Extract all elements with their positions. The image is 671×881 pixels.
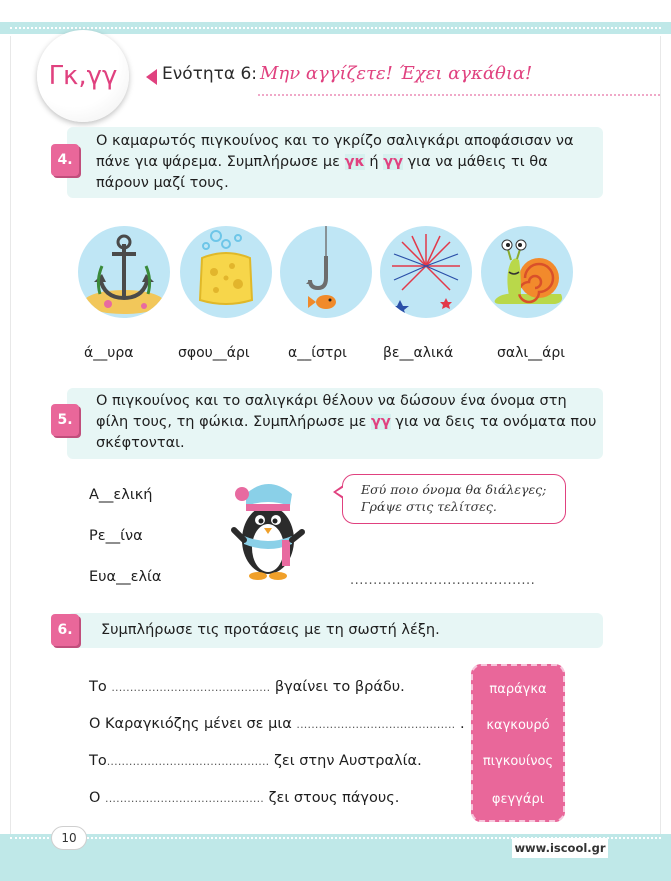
- exercise-4-text: [96, 131, 574, 194]
- word-bank: [471, 664, 565, 822]
- exercise-6-instruction: Συμπλήρωσε τις προτάσεις με τη σωστή λέξη.: [101, 622, 440, 638]
- ex4-opt1: γκ: [344, 154, 365, 170]
- exercise-5-number: 5.: [51, 404, 79, 436]
- ex4-line3: πάρουν μαζί τους.: [96, 175, 229, 191]
- page-number: 10: [51, 826, 87, 850]
- snail-icon: [481, 226, 573, 318]
- word-1: ά__υρα: [84, 345, 134, 361]
- name-2: Ρε__ίνα: [89, 528, 143, 544]
- word-3: α__ίστρι: [288, 345, 347, 361]
- name-1: Α__ελική: [89, 487, 153, 503]
- top-dotted-line: [10, 27, 661, 29]
- bank-word-4: φεγγάρι: [491, 792, 545, 807]
- sentence-3: Το............................................ ζει στην Αυστραλία.: [89, 753, 422, 769]
- ex4-opt2: γγ: [383, 154, 403, 170]
- unit-label: Ενότητα 6:: [162, 64, 258, 84]
- unit-title: Μην αγγίζετε! Έχει αγκάθια!: [260, 63, 533, 84]
- ex5-line2: φίλη τους, τη φώκια. Συμπλήρωσε με γγ για να δεις τα ονόματα που: [96, 414, 597, 430]
- site-url: www.iscool.gr: [512, 838, 608, 858]
- unit-dotted-line: [258, 94, 660, 96]
- ex5-line1: Ο πιγκουίνος και το σαλιγκάρι θέλουν να δώσουν ένα όνομα στη: [96, 393, 567, 409]
- badge-text: Γκ,γγ: [48, 61, 118, 91]
- exercise-6-number: 6.: [51, 614, 79, 646]
- ex5-line3: σκέφτονται.: [96, 435, 185, 451]
- fireworks-icon: [380, 226, 472, 318]
- word-5: σαλι__άρι: [497, 345, 565, 361]
- sponge-icon: [180, 226, 272, 318]
- ex4-line1: Ο καμαρωτός πιγκουίνος και το γκρίζο σαλιγκάρι αποφάσισαν να: [96, 133, 574, 149]
- top-band: [0, 0, 671, 30]
- anchor-icon: [78, 226, 170, 318]
- bubble-tail-inner: [336, 487, 344, 497]
- bank-word-1: παράγκα: [489, 682, 547, 697]
- lesson-badge: [37, 30, 129, 122]
- exercise-5-text: [96, 391, 596, 454]
- name-answer-dots: ........................................: [350, 573, 536, 588]
- bank-word-2: καγκουρό: [486, 718, 550, 733]
- triangle-left-icon: [146, 69, 157, 85]
- bank-word-3: πιγκουίνος: [482, 754, 554, 769]
- penguin-icon: [216, 474, 316, 586]
- sentence-4: Ο ........................................... ζει στους πάγους.: [89, 790, 400, 806]
- sentence-2: Ο Καραγκιόζης μένει σε μια ........................................... .: [89, 716, 465, 732]
- name-3: Ευα__ελία: [89, 569, 162, 585]
- bubble-text: Εσύ ποιο όνομα θα διάλεγες; Γράψε στις τελίτσες.: [361, 482, 547, 514]
- word-4: βε__αλικά: [383, 345, 454, 361]
- ex4-line2: πάνε για ψάρεμα. Συμπλήρωσε με γκ ή γγ για να μάθεις τι θα: [96, 154, 548, 170]
- exercise-4-number: 4.: [51, 144, 79, 176]
- word-2: σφου__άρι: [178, 345, 250, 361]
- fishhook-icon: [280, 226, 372, 318]
- speech-bubble: [342, 474, 566, 524]
- sentence-1: Το ........................................... βγαίνει το βράδυ.: [89, 679, 405, 695]
- ex5-opt: γγ: [370, 414, 391, 430]
